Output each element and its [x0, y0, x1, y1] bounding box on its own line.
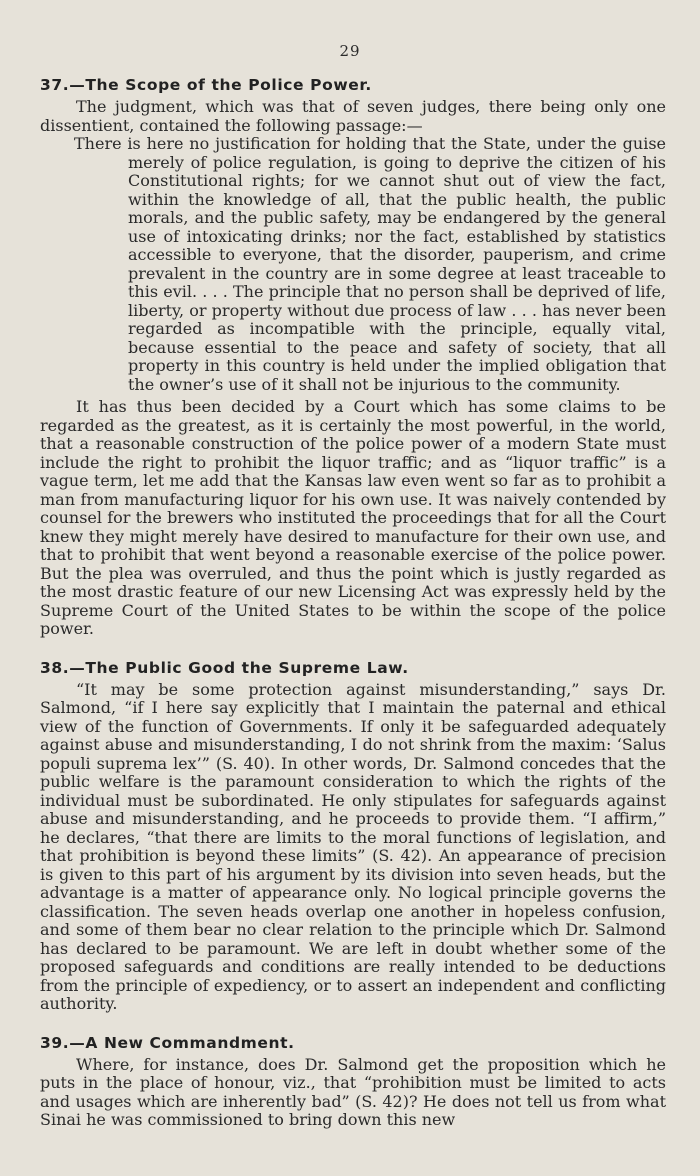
section-heading: 37.—The Scope of the Police Power. [40, 76, 372, 94]
paragraph: Where, for instance, does Dr. Salmond get the proposition which he puts in the place of honour, viz., that “prohibition must be limited to acts and usages which are inherently bad” (S. 42)? He does not tell us from what Sinai he was commissioned to bring down this new [40, 1054, 666, 1129]
section-38 [40, 659, 666, 1014]
section-heading: 39.—A New Commandment. [40, 1033, 295, 1052]
paragraph: “It may be some protection against misunderstanding,” says Dr. Salmond, “if I here say explicitly that I maintain the paternal and ethical view of the function of Governments. If only it be safeguarded adequately against abuse and misunderstanding, I do not shrink from the maxim: ‘Salus populi suprema lex’” (S. 40). In other words, Dr. Salmond concedes that the public welfare is the paramount consideration to which the rights of the individual must be subordinated. He only stipulates for safeguards against abuse and misunderstanding, and he proceeds to provide them. “I affirm,” he declares, “that there are limits to the moral functions of legislation, and that prohibition is beyond these limits” (S. 42). An appearance of precision is given to this part of his argument by its division into seven heads, but the advantage is a matter of appearance only. No logical principle governs the classification. The seven heads overlap one another in hopeless confusion, and some of them bear no clear relation to the principle which Dr. Salmond has declared to be paramount. We are left in doubt whether some of the proposed safeguards and conditions are really intended to be deductions from the principle of expediency, or to assert an independent and conflicting authority. [40, 679, 666, 1013]
block-quote: There is here no justification for holding that the State, under the guise merely of police regulation, is going to deprive the citizen of his Constitutional rights; for we cannot shut out of view the fact, within the knowledge of all, that the public health, the public morals, and the public safety, may be endangered by the general use of intoxicating drinks; nor the fact, established by statistics accessible to everyone, that the disorder, pauperism, and crime prevalent in the country are in some degree at least traceable to this evil. . . . The principle that no person shall be deprived of life, liberty, or property without due process of law . . . has never been regarded as incompatible with the principle, equally vital, because essential to the peace and safety of society, that all property in this country is held under the implied obligation that the owner’s use of it shall not be injurious to the community. [74, 134, 666, 394]
section-37 [40, 76, 666, 639]
paragraph: It has thus been decided by a Court which has some claims to be regarded as the greatest, as it is certainly the most powerful, in the world, that a reasonable construction of the police power of a modern State must include the right to prohibit the liquor traffic; and as “liquor traffic” is a vague term, let me add that the Kansas law even went so far as to prohibit a man from manufacturing liquor for his own use. It was naively contended by counsel for the brewers who instituted the proceedings that for all the Court knew they might merely have desired to manufacture for their own use, and that to prohibit that went beyond a reasonable exercise of the police power. But the plea was overruled, and thus the point which is justly regarded as the most drastic feature of our new Licensing Act was expressly held by the Supreme Court of the United States to be within the scope of the police power. [40, 397, 666, 638]
page-number: 29 [339, 42, 361, 60]
section-heading: 38.—The Public Good the Supreme Law. [40, 658, 409, 677]
section-39 [40, 1034, 666, 1130]
paragraph: The judgment, which was that of seven judges, there being only one dissentient, contained the following passage:— [40, 97, 666, 135]
